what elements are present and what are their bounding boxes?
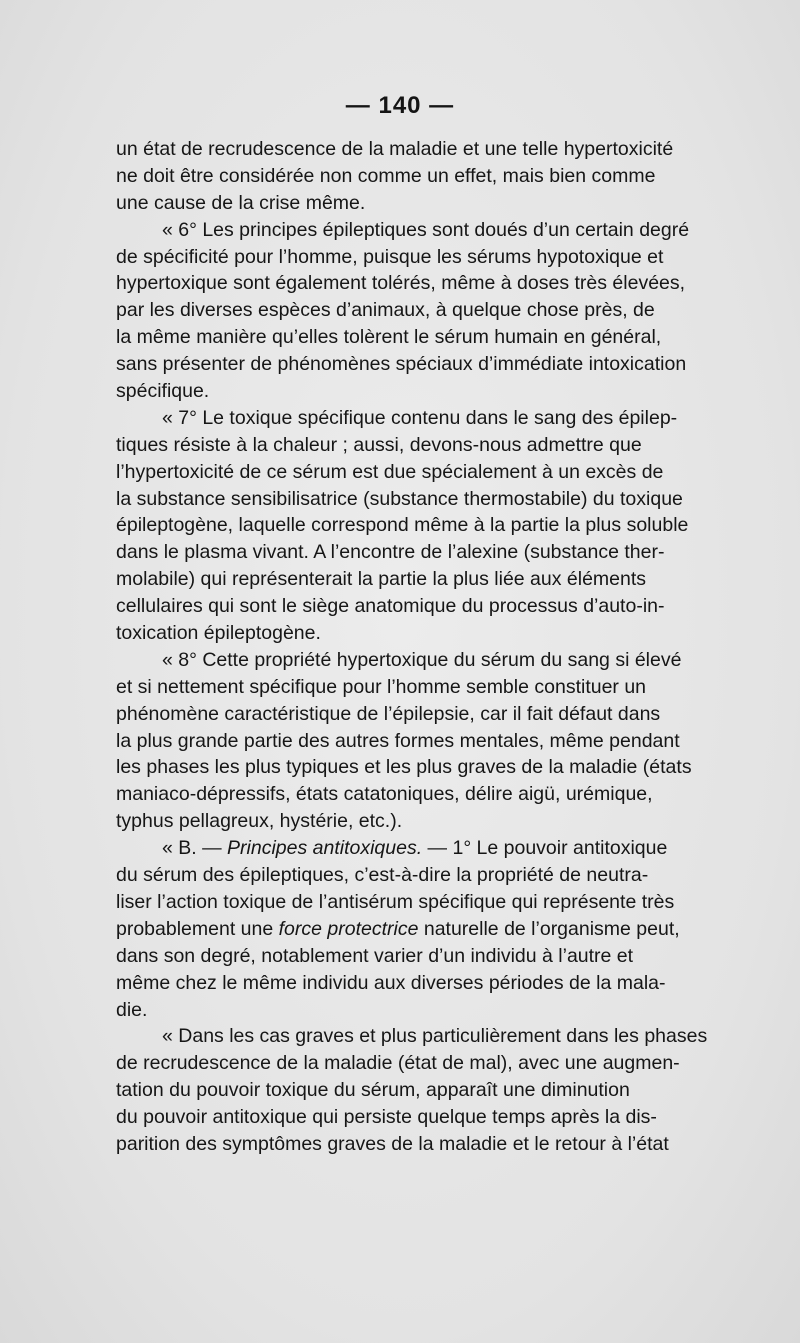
text-span: naturelle de l’organisme peut, [418,917,680,940]
text-line: cellulaires qui sont le siège anatomique du processus d’auto-in- [116,595,665,618]
text-line [116,916,794,943]
text-span: probablement une [116,917,279,940]
text-line: dans son degré, notablement varier d’un individu à l’autre et [116,944,634,967]
text-span: — 1° Le pouvoir antitoxique [422,837,668,860]
text-line: une cause de la crise même. [116,191,366,214]
text-line: « 6° Les principes épileptiques sont doués d’un certain degré [162,218,690,241]
text-line: de recrudescence de la maladie (état de mal), avec une augmen- [116,1052,680,1075]
text-line: liser l’action toxique de l’antisérum spécifique qui représente très [116,890,675,913]
emphasis-italic: force protectrice [278,917,419,940]
text-line: phénomène caractéristique de l’épilepsie, car il fait défaut dans [116,702,661,725]
text-line: tiques résiste à la chaleur ; aussi, devons-nous admettre que [116,433,642,456]
text-line: la même manière qu’elles tolèrent le sérum humain en général, [116,326,662,349]
text-line: molabile) qui représenterait la partie la plus liée aux éléments [116,568,647,591]
text-line: de spécificité pour l’homme, puisque les sérums hypotoxique et [116,245,664,268]
text-line: les phases les plus typiques et les plus graves de la maladie (états [116,756,692,779]
text-line: du pouvoir antitoxique qui persiste quelque temps après la dis- [116,1106,657,1129]
text-line: spécifique. [116,380,210,403]
text-line: la substance sensibilisatrice (substance thermostabile) du toxique [116,487,683,510]
text-line: ne doit être considérée non comme un effet, mais bien comme [116,164,656,187]
text-line [116,835,794,862]
text-line: dans le plasma vivant. A l’encontre de l’alexine (substance ther- [116,541,665,564]
section-heading-italic: Principes antitoxiques. [227,837,423,860]
text-line: un état de recrudescence de la maladie et une telle hypertoxicité [116,138,674,160]
text-line: et si nettement spécifique pour l’homme semble constituer un [116,675,647,698]
text-line: hypertoxique sont également tolérés, même à doses très élevées, [116,272,686,295]
text-line: sans présenter de phénomènes spéciaux d’immédiate intoxication [116,353,687,376]
text-line: die. [116,998,148,1021]
text-line: même chez le même individu aux diverses périodes de la mala- [116,971,666,994]
page-number: — 140 — [345,92,455,119]
text-line: « 7° Le toxique spécifique contenu dans le sang des épilep- [162,406,678,429]
text-line: typhus pellagreux, hystérie, etc.). [116,810,403,833]
text-line: par les diverses espèces d’animaux, à quelque chose près, de [116,299,655,322]
text-line: toxication épileptogène. [116,622,321,645]
text-line: « 8° Cette propriété hypertoxique du sérum du sang si élevé [162,648,682,671]
text-line: tation du pouvoir toxique du sérum, apparaît une diminution [116,1079,630,1102]
text-line: du sérum des épileptiques, c’est-à-dire la propriété de neutra- [116,864,649,887]
text-line: l’hypertoxicité de ce sérum est due spécialement à un excès de [116,460,664,483]
text-line: maniaco-dépressifs, états catatoniques, délire aigü, urémique, [116,783,653,806]
text-line: parition des symptômes graves de la maladie et le retour à l’état [116,1132,669,1155]
text-line: épileptogène, laquelle correspond même à la partie la plus soluble [116,514,689,537]
text-line: « Dans les cas graves et plus particulièrement dans les phases [162,1025,708,1048]
text-span: « B. — [162,837,228,860]
text-line: la plus grande partie des autres formes mentales, même pendant [116,729,680,752]
body-text [116,136,794,1158]
